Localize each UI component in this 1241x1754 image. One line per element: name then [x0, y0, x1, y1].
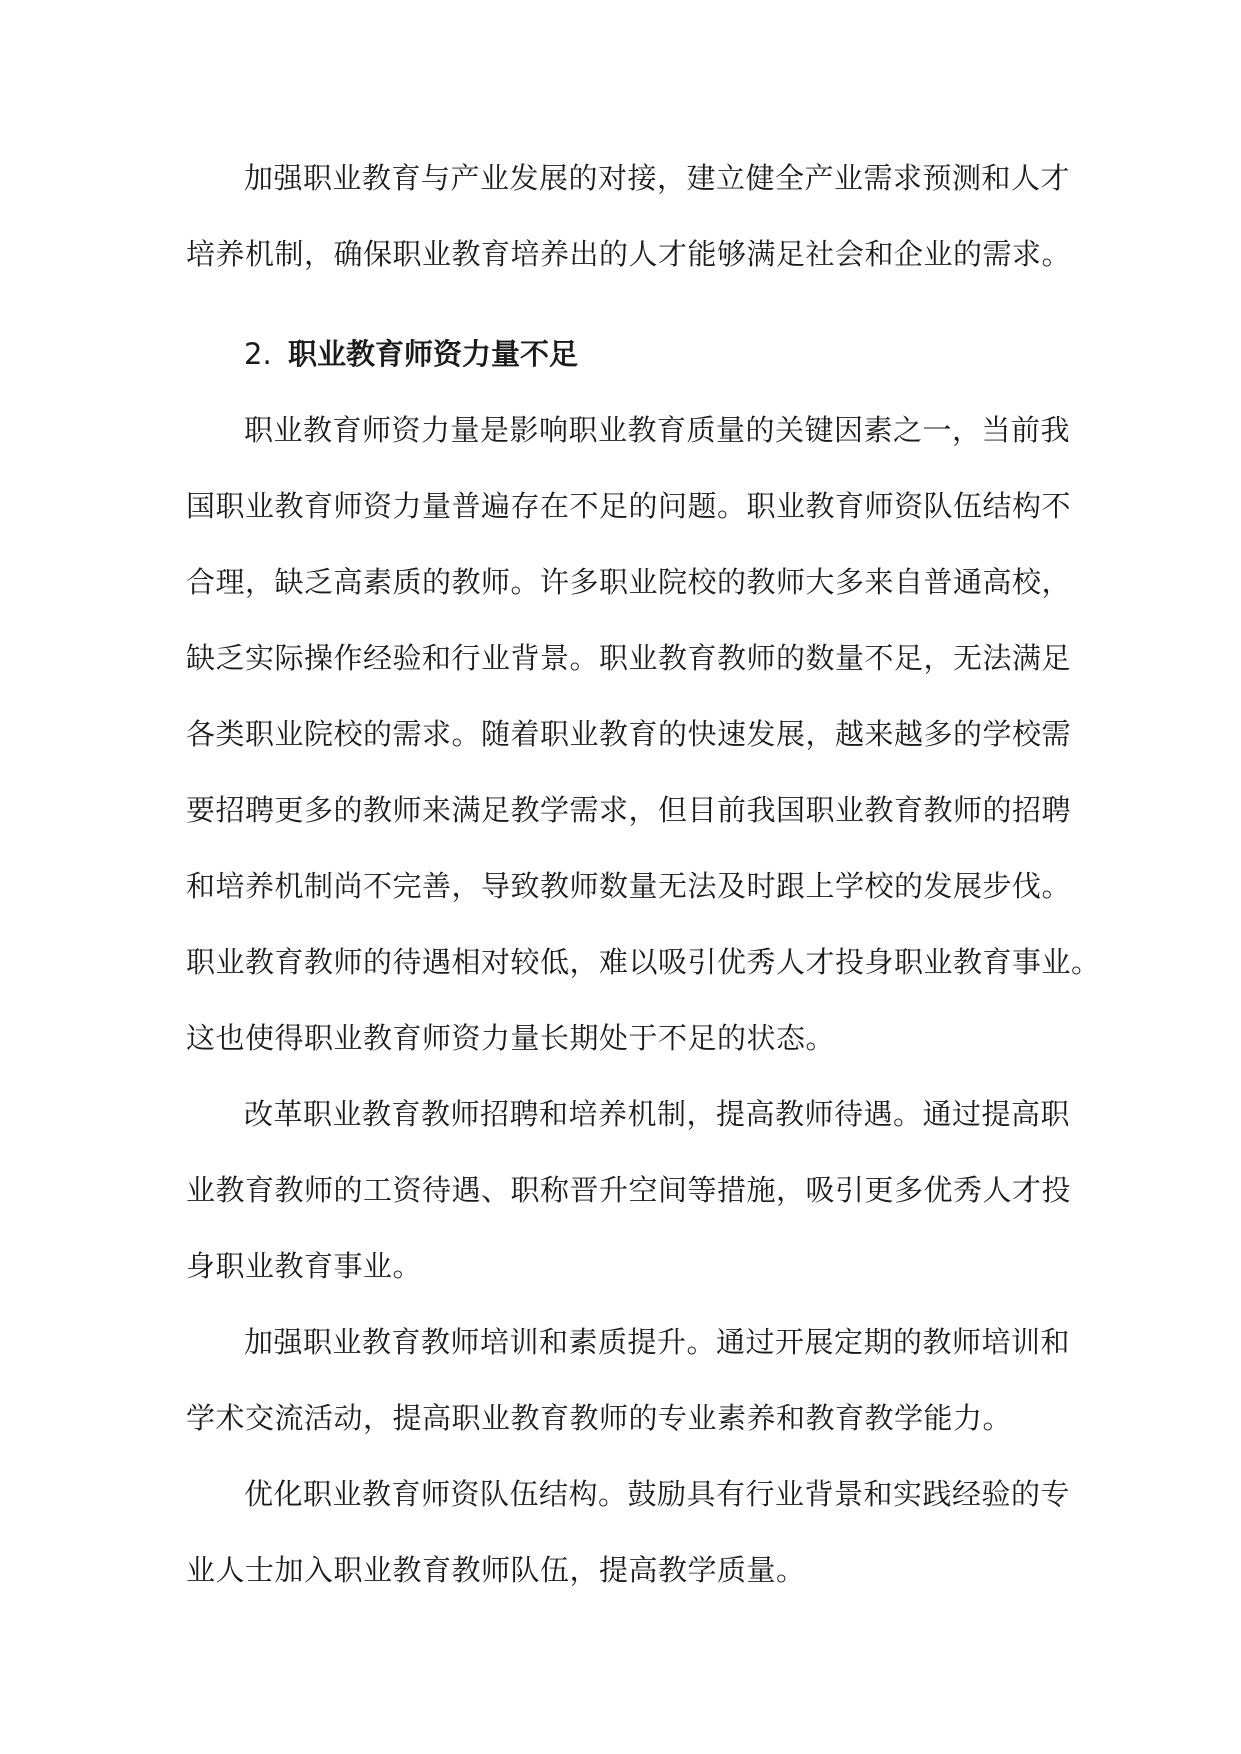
paragraph-line: 业教育教师的工资待遇、职称晋升空间等措施，吸引更多优秀人才投 [186, 1173, 1072, 1207]
paragraph-line: 职业教育教师的待遇相对较低，难以吸引优秀人才投身职业教育事业。 [186, 945, 1101, 979]
paragraph-line: 合理，缺乏高素质的教师。许多职业院校的教师大多来自普通高校， [186, 565, 1072, 599]
paragraph-line: 加强职业教育教师培训和素质提升。通过开展定期的教师培训和 [244, 1325, 1071, 1359]
section-number: 2. [244, 337, 272, 371]
paragraph-3 [186, 1076, 1072, 1304]
spacer [186, 292, 1056, 316]
paragraph-line: 改革职业教育教师招聘和培养机制，提高教师待遇。通过提高职 [244, 1097, 1071, 1131]
section-heading [186, 316, 1056, 392]
paragraph-line: 身职业教育事业。 [186, 1249, 423, 1283]
paragraph-line: 和培养机制尚不完善，导致教师数量无法及时跟上学校的发展步伐。 [186, 869, 1072, 903]
paragraph-1 [186, 140, 1072, 292]
paragraph-line: 要招聘更多的教师来满足教学需求，但目前我国职业教育教师的招聘 [186, 793, 1072, 827]
section-title: 职业教育师资力量不足 [288, 337, 579, 371]
paragraph-line: 缺乏实际操作经验和行业背景。职业教育教师的数量不足，无法满足 [186, 641, 1072, 675]
paragraph-5 [186, 1456, 1071, 1608]
paragraph-line: 各类职业院校的需求。随着职业教育的快速发展，越来越多的学校需 [186, 717, 1072, 751]
paragraph-line: 培养机制，确保职业教育培养出的人才能够满足社会和企业的需求。 [186, 237, 1072, 271]
document-body [186, 140, 1101, 1608]
paragraph-2 [186, 392, 1101, 1076]
paragraph-line: 优化职业教育师资队伍结构。鼓励具有行业背景和实践经验的专 [244, 1477, 1071, 1511]
paragraph-4 [186, 1304, 1071, 1456]
paragraph-line: 加强职业教育与产业发展的对接，建立健全产业需求预测和人才 [244, 161, 1071, 195]
paragraph-line: 学术交流活动，提高职业教育教师的专业素养和教育教学能力。 [186, 1401, 1013, 1435]
paragraph-line: 业人士加入职业教育教师队伍，提高教学质量。 [186, 1553, 806, 1587]
paragraph-line: 国职业教育师资力量普遍存在不足的问题。职业教育师资队伍结构不 [186, 489, 1072, 523]
paragraph-line: 这也使得职业教育师资力量长期处于不足的状态。 [186, 1021, 836, 1055]
paragraph-line: 职业教育师资力量是影响职业教育质量的关键因素之一，当前我 [244, 413, 1071, 447]
